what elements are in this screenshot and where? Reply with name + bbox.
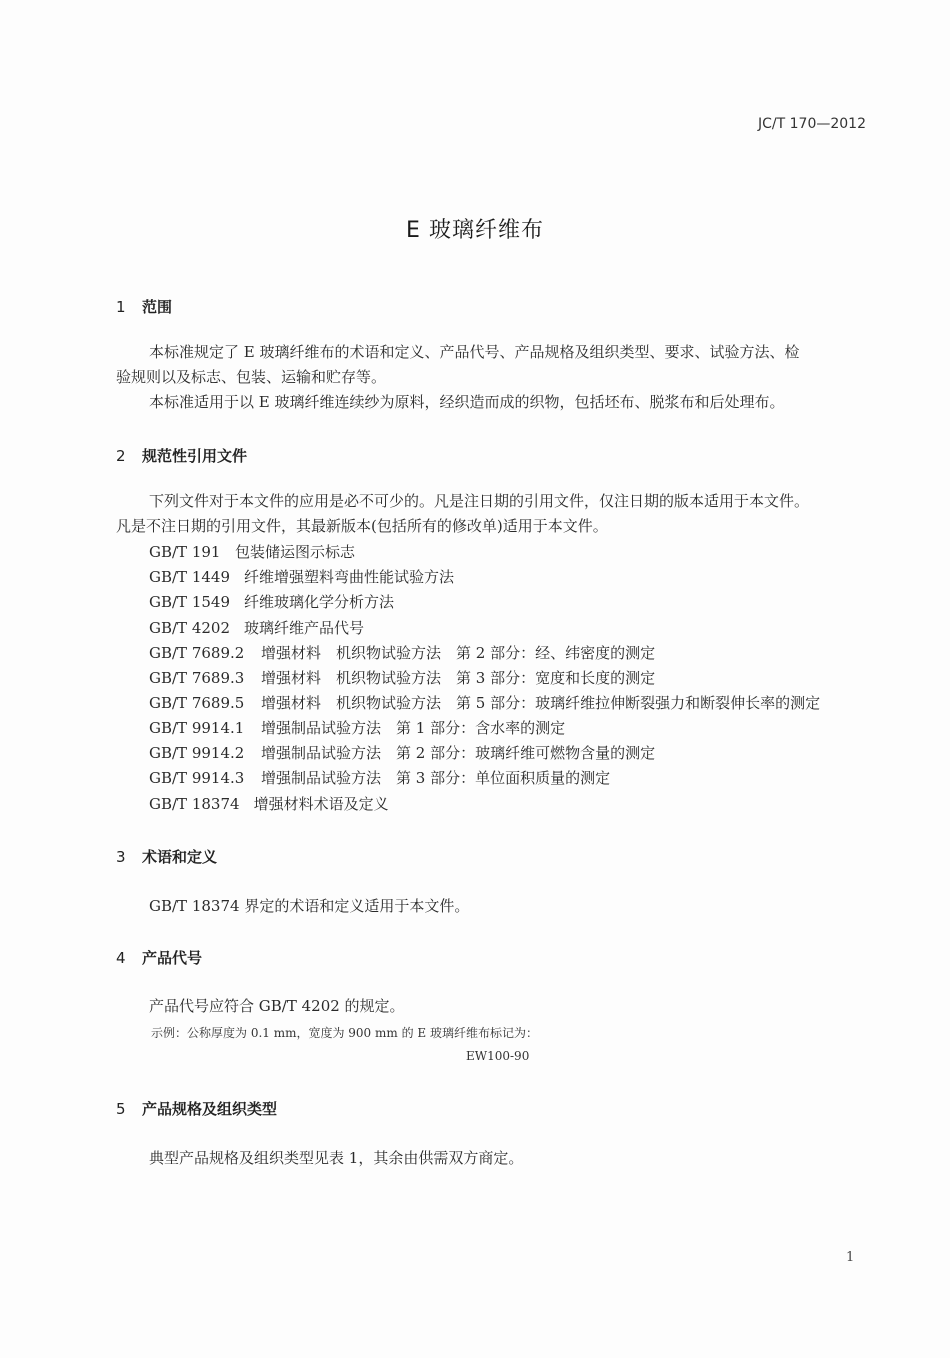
section-number: 4: [116, 949, 126, 967]
reference-item: GB/T 191 包装储运图示标志: [149, 543, 356, 561]
reference-item: GB/T 18374 增强材料术语及定义: [149, 795, 389, 813]
section-title: 规范性引用文件: [142, 447, 248, 465]
reference-item: GB/T 7689.2 增强材料 机织物试验方法 第 2 部分：经、纬密度的测定: [149, 644, 656, 662]
section-title: 范围: [142, 298, 173, 316]
section-title: 术语和定义: [142, 848, 218, 866]
section-number: 2: [116, 447, 126, 465]
reference-item: GB/T 1549 纤维玻璃化学分析方法: [149, 593, 395, 611]
section-5-heading: [116, 1098, 277, 1119]
section-title: 产品代号: [142, 949, 203, 967]
section-5-paragraph: 典型产品规格及组织类型见表 1，其余由供需双方商定。: [149, 1149, 524, 1167]
reference-item: GB/T 9914.3 增强制品试验方法 第 3 部分：单位面积质量的测定: [149, 769, 611, 787]
reference-item: GB/T 9914.1 增强制品试验方法 第 1 部分：含水率的测定: [149, 719, 566, 737]
section-title: 产品规格及组织类型: [142, 1100, 278, 1118]
section-number: 1: [116, 298, 126, 316]
reference-item: GB/T 7689.3 增强材料 机织物试验方法 第 3 部分：宽度和长度的测定: [149, 669, 656, 687]
reference-item: GB/T 9914.2 增强制品试验方法 第 2 部分：玻璃纤维可燃物含量的测定: [149, 744, 656, 762]
reference-item: GB/T 1449 纤维增强塑料弯曲性能试验方法: [149, 568, 455, 586]
page-number: 1: [846, 1250, 855, 1265]
section-3-paragraph: GB/T 18374 界定的术语和定义适用于本文件。: [149, 897, 470, 915]
section-4-paragraph: 产品代号应符合 GB/T 4202 的规定。: [149, 997, 405, 1015]
section-3-heading: [116, 846, 217, 867]
section-1-heading: [116, 296, 172, 317]
product-code-example: EW100-90: [466, 1049, 530, 1063]
section-1-paragraph-1: 本标准规定了 E 玻璃纤维布的术语和定义、产品代号、产品规格及组织类型、要求、试验方法、检 验规则以及标志、包装、运输和贮存等。: [116, 343, 800, 386]
reference-item: GB/T 4202 玻璃纤维产品代号: [149, 619, 365, 637]
section-4-heading: [116, 947, 202, 968]
standard-number: JC/T 170—2012: [758, 116, 866, 132]
section-number: 3: [116, 848, 126, 866]
section-2-heading: [116, 445, 247, 466]
document-title: E 玻璃纤维布: [406, 218, 544, 243]
example-note: 示例：公称厚度为 0.1 mm，宽度为 900 mm 的 E 玻璃纤维布标记为：: [151, 1026, 538, 1040]
section-number: 5: [116, 1100, 126, 1118]
section-2-intro: 下列文件对于本文件的应用是必不可少的。凡是注日期的引用文件，仅注日期的版本适用于本文件。 凡是不注日期的引用文件，其最新版本(包括所有的修改单)适用于本文件。: [116, 492, 810, 535]
section-1-paragraph-2: 本标准适用于以 E 玻璃纤维连续纱为原料，经织造而成的织物，包括坯布、脱浆布和后处理布。: [149, 393, 785, 411]
reference-item: GB/T 7689.5 增强材料 机织物试验方法 第 5 部分：玻璃纤维拉伸断裂强力和断裂伸长率的测定: [149, 694, 821, 712]
